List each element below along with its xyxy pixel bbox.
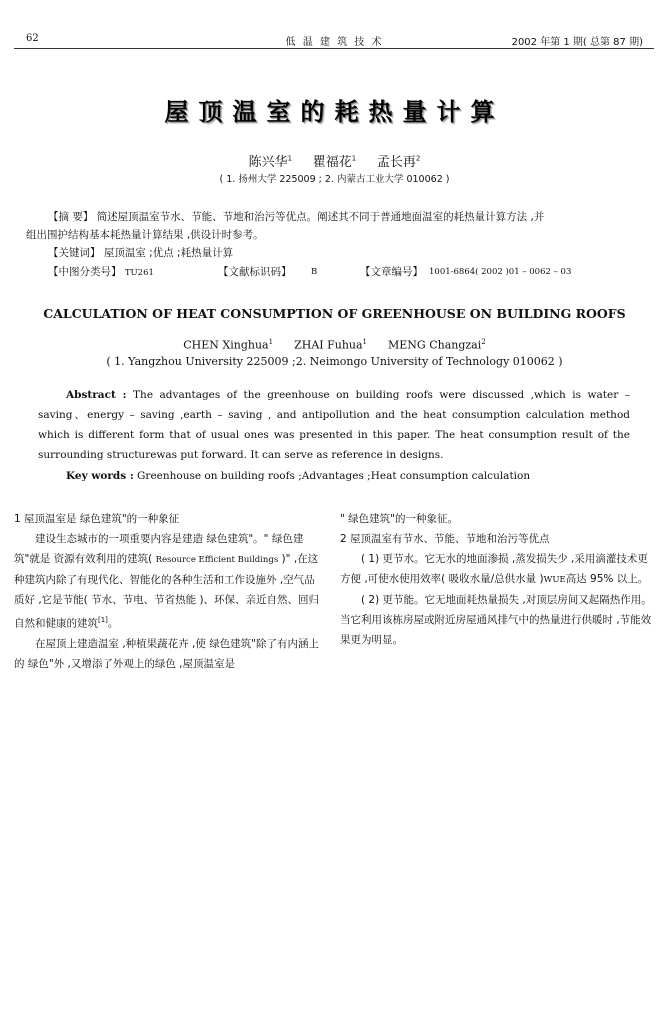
article-no-label: 【文章编号】 [360, 266, 423, 278]
paragraph-text: )" ,在这种建筑内除了有现代化、智能化的各种生活和工作设施外 ,空气品质好 ,它是节能( 节水、节电、节省热能 )、环保、亲近自然、回归自然和健康的建筑 [14, 553, 320, 630]
author-sup: 2 [481, 338, 486, 346]
citation-ref: [1] [98, 616, 108, 624]
body-paragraph [14, 529, 322, 634]
author-sup: 1 [362, 338, 368, 346]
author-list-cn [0, 151, 669, 170]
abstract-cn-line1 [48, 209, 544, 226]
clc-label: 【中图分类号】 [48, 266, 122, 278]
paragraph-text: 建设生态城市的一项重要内容是建造 绿色建筑"。" 绿色建筑"就是 资源有效利用的建筑( [14, 533, 304, 565]
author-name-en: MENG Changzai [388, 338, 482, 352]
issue-info: 2002 年第 1 期( 总第 87 期) [511, 37, 643, 48]
body-paragraph: ( 2) 更节能。它无地面耗热量损失 ,对顶层房间又起隔热作用。当它利用该栋房屋或附近房屋通风排气中的热量进行供暖时 ,节能效果更为明显。 [340, 594, 652, 646]
author-name-en: ZHAI Fuhua [294, 338, 363, 352]
keywords-en-text: Greenhouse on building roofs ;Advantages ;Heat consumption calculation [137, 470, 531, 482]
classification-row [48, 264, 648, 282]
author-name: 孟长再 [376, 155, 416, 170]
abstract-label: 【摘 要】 [48, 211, 94, 223]
article-no-value: 1001-6864( 2002 )01 – 0062 – 03 [429, 267, 572, 277]
author-name: 陈兴华 [248, 155, 288, 170]
affiliation-en: ( 1. Yangzhou University 225009 ;2. Neimongo University of Technology 010062 ) [106, 355, 563, 368]
english-term: Resource Efficient Buildings [155, 555, 279, 565]
page-number: 62 [26, 33, 39, 44]
body-paragraph: 在屋顶上建造温室 ,种植果蔬花卉 ,使 绿色建筑"除了有内涵上的 绿色"外 ,又增添了外观上的绿色 ,屋顶温室是 [14, 637, 320, 670]
paragraph-text: 。 [107, 617, 119, 630]
body-paragraph: " 绿色建筑"的一种象征。 [340, 513, 458, 525]
clc-value: TU261 [124, 268, 154, 278]
keywords-cn [48, 245, 233, 262]
author-list-en [0, 338, 669, 352]
author-sup: 2 [415, 154, 421, 163]
abstract-text: 简述屋顶温室节水、节能、节地和治污等优点。阐述其不同于普通地面温室的耗热量计算方法 ,并 [96, 211, 545, 223]
author-sup: 1 [287, 154, 293, 163]
section-heading-1: 1 屋顶温室是 绿色建筑"的一种象征 [14, 513, 180, 525]
author-sup: 1 [268, 338, 274, 346]
paragraph-text: 高达 95% 以上。 [565, 573, 649, 585]
doc-code-label: 【文献标识码】 [218, 266, 292, 278]
author-sup: 1 [351, 154, 357, 163]
keywords-text: 屋顶温室 ;优点 ;耗热量计算 [103, 247, 234, 259]
body-left-column [14, 509, 322, 674]
header-rule [14, 48, 654, 49]
abstract-en-text: The advantages of the greenhouse on building roofs were discussed ,which is water – saving、energy – saving ,earth – saving , and antipollution and the heat consumption calculation method which is different form that of usual ones was presented in this paper. The heat consumption result of the surrounding structurewas put forward. It can serve as reference in designs. [38, 389, 630, 461]
english-term: WUE [543, 575, 566, 585]
english-title: CALCULATION OF HEAT CONSUMPTION OF GREENHOUSE ON BUILDING ROOFS [43, 306, 626, 321]
keywords-label: 【关键词】 [48, 247, 101, 259]
keywords-en [66, 470, 530, 482]
abstract-en [38, 385, 630, 465]
author-name-en: CHEN Xinghua [183, 338, 269, 352]
page-title: 屋顶温室的耗热量计算 [164, 98, 505, 126]
author-name: 瞿福花 [312, 155, 352, 170]
abstract-en-label: Abstract : [66, 389, 127, 401]
journal-name: 低 温 建 筑 技 术 [285, 37, 384, 48]
paragraph-text: ( 1) 更节水。它无水的地面渗损 ,蒸发损失少 ,采用滴灌技术更方便 ,可使水使用效率( 吸收水量/总供水量 ) [340, 553, 648, 585]
section-heading-2: 2 屋顶温室有节水、节能、节地和治污等优点 [340, 533, 550, 545]
affiliation-cn: ( 1. 扬州大学 225009 ; 2. 内蒙古工业大学 010062 ) [219, 174, 450, 185]
keywords-en-label: Key words : [66, 470, 134, 482]
body-right-column [340, 509, 652, 650]
body-paragraph [340, 549, 652, 590]
doc-code-value: B [311, 267, 318, 277]
abstract-cn-line2: 组出围护结构基本耗热量计算结果 ,供设计时参考。 [26, 229, 264, 241]
